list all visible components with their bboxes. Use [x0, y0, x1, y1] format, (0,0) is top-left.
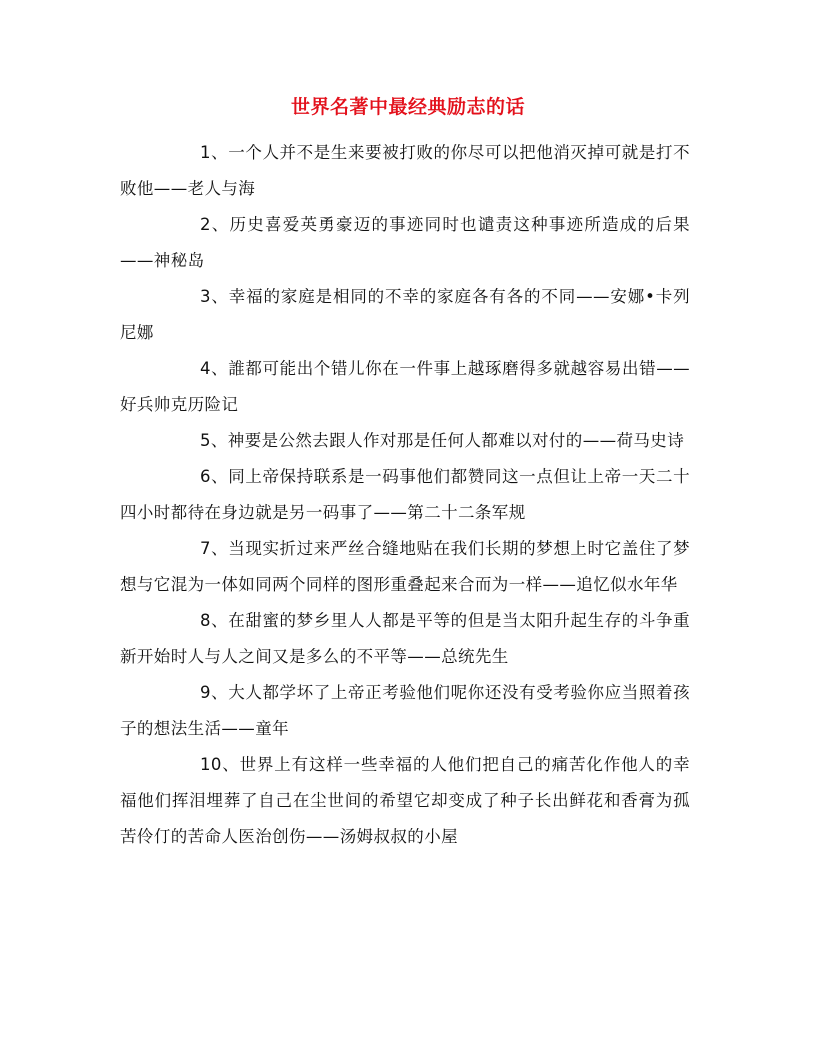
quote-paragraph: 8、在甜蜜的梦乡里人人都是平等的但是当太阳升起生存的斗争重新开始时人与人之间又是多么的不平等——总统先生: [120, 611, 690, 666]
quote-paragraph: 4、誰都可能出个错儿你在一件事上越琢磨得多就越容易出错——好兵帅克历险记: [120, 359, 690, 414]
quote-list: [120, 135, 690, 855]
quote-paragraph: 3、幸福的家庭是相同的不幸的家庭各有各的不同——安娜•卡列尼娜: [120, 287, 690, 342]
quote-paragraph: 6、同上帝保持联系是一码事他们都赞同这一点但让上帝一天二十四小时都待在身边就是另一码事了——第二十二条军规: [120, 467, 690, 522]
quote-paragraph: 7、当现实折过来严丝合缝地贴在我们长期的梦想上时它盖住了梦想与它混为一体如同两个同样的图形重叠起来合而为一样——追忆似水年华: [120, 539, 690, 594]
quote-paragraph: 9、大人都学坏了上帝正考验他们呢你还没有受考验你应当照着孩子的想法生活——童年: [120, 683, 690, 738]
quote-paragraph: 5、神要是公然去跟人作对那是任何人都难以对付的——荷马史诗: [200, 431, 685, 450]
document-title: 世界名著中最经典励志的话: [290, 96, 525, 118]
quote-paragraph: 2、历史喜爱英勇豪迈的事迹同时也谴责这种事迹所造成的后果——神秘岛: [120, 215, 690, 270]
quote-paragraph: 10、世界上有这样一些幸福的人他们把自己的痛苦化作他人的幸福他们挥泪埋葬了自己在尘世间的希望它却变成了种子长出鲜花和香膏为孤苦伶仃的苦命人医治创伤——汤姆叔叔的小屋: [120, 755, 690, 846]
quote-paragraph: 1、一个人并不是生来要被打败的你尽可以把他消灭掉可就是打不败他——老人与海: [120, 143, 690, 198]
